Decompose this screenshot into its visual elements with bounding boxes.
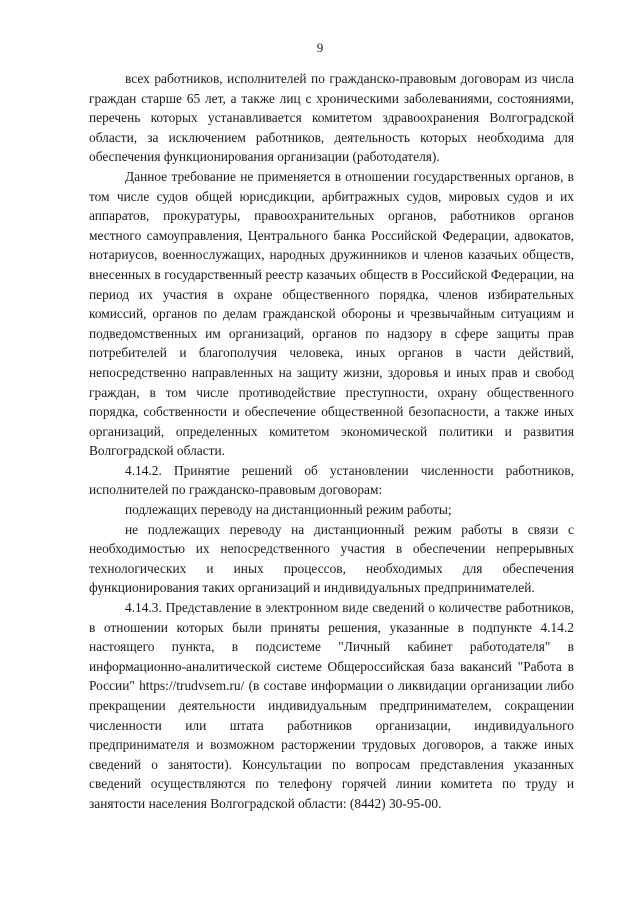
paragraph-4-14-2: 4.14.2. Принятие решений об установлении численности работников, исполнителей по гражданско-правовым договорам: [89,462,574,498]
paragraph-remote-transfer: подлежащих переводу на дистанционный режим работы; [125,502,452,518]
paragraph-4-14-3: 4.14.3. Представление в электронном виде сведений о количестве работников, в отношении которых были приняты решения, указанные в подпункте 4.14.2 настоящего пункта, в подсистеме "Личный кабинет работодателя" в информационно-аналитической системе Общероссийская база вакансий "Работа в России" https://trudvsem.ru/ (в составе информации о ликвидации организации либо прекращении деятельности индивидуальным предпринимателем, сокращении численности или штата работников организации, индивидуального предпринимателя и возможном расторжении трудовых договоров, а также иных сведений о занятости). Консультации по вопросам представления указанных сведений осуществляются по телефону горячей линии комитета по труду и занятости населения Волгоградской области: (8442) 30-95-00. [89,600,574,811]
paragraph-exemptions: Данное требование не применяется в отношении государственных органов, в том числе судов общей юрисдикции, арбитражных судов, мировых судов и их аппаратов, прокуратуры, правоохранительных органов, работников органов местного самоуправления, Центрального банка Российской Федерации, адвокатов, нотариусов, военнослужащих, народных дружинников и членов казачьих обществ, внесенных в государственный реестр казачьих обществ в Российской Федерации, на период их участия в охране общественного порядка, членов избирательных комиссий, органов по делам гражданской обороны и чрезвычайным ситуациям и подведомственных им организаций, органов по надзору в сфере защиты прав потребителей и благополучия человека, иных органов в части действий, непосредственно направленных на защиту жизни, здоровья и иных прав и свобод граждан, в том числе противодействие преступности, охрану общественного порядка, собственности и обеспечение общественной безопасности, а также иных организаций, определенных комитетом экономической политики и развития Волгоградской области. [89,168,574,459]
paragraph-remote-work-categories: всех работников, исполнителей по гражданско-правовым договорам из числа граждан старше 65 лет, а также лиц с хроническими заболеваниями, состояниями, перечень которых устанавливается комитетом здравоохранения Волгоградской области, за исключением работников, деятельность которых необходима для обеспечения функционирования организации (работодателя). [89,71,574,165]
page-number: 9 [316,40,324,55]
paragraph-non-remote: не подлежащих переводу на дистанционный режим работы в связи с необходимостью их непосредственного участия в обеспечении непрерывных технологических и иных процессов, необходимых для обеспечения функционирования таких организаций и индивидуальных предпринимателей. [89,521,574,596]
document-body [89,69,574,814]
